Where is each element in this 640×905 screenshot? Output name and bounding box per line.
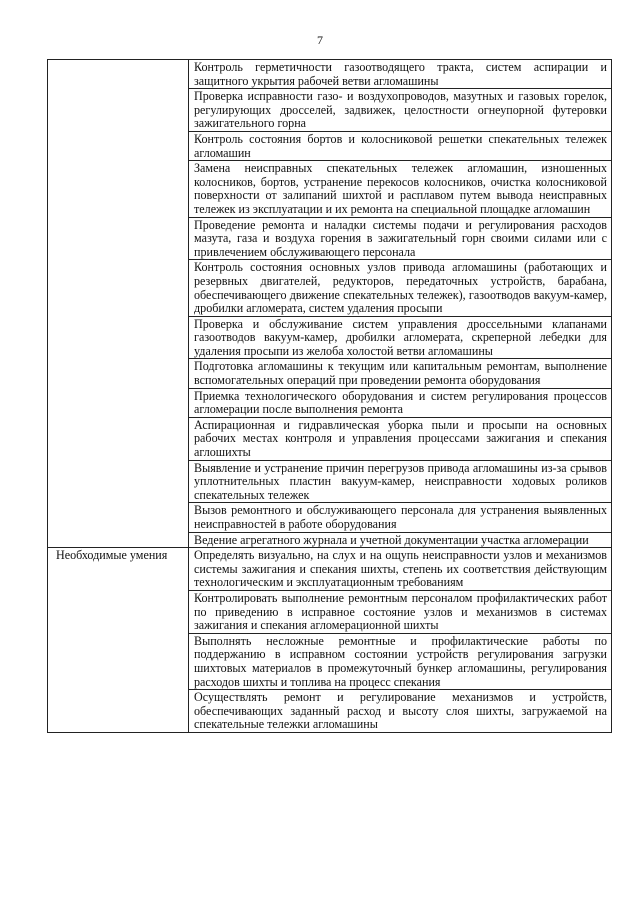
list-item: Контроль состояния основных узлов привода агломашины (работающих и резервных двигателей, редукторов, передаточных устройств, барабана, обеспечивающего движение спекательных тележек), газоотводов вакуум-камер, дробилки агломерата, систем удаления просыпи (194, 260, 607, 316)
table-cell (189, 89, 612, 132)
section-label-cell (48, 548, 189, 733)
list-item: Определять визуально, на слух и на ощупь неисправности узлов и механизмов системы зажигания и спекания шихты, степень их соответствия действующим технологическим и эксплуатационным требованиям (194, 548, 607, 590)
table-cell (189, 131, 612, 160)
list-item: Аспирационная и гидравлическая уборка пыли и просыпи на основных рабочих местах контроля и управления процессами зажигания и спекания аглошихты (194, 417, 607, 460)
table-cell (189, 690, 612, 733)
table-cell (189, 548, 612, 591)
table-row (48, 548, 612, 591)
table-cell (189, 260, 612, 316)
list-item: Осуществлять ремонт и регулирование механизмов и устройств, обеспечивающих заданный расход и высоту слоя шихты, загружаемой на спекательные тележки агломашины (194, 690, 607, 732)
list-item: Приемка технологического оборудования и систем регулирования процессов агломерации после выполнения ремонта (194, 388, 607, 417)
page-number: 7 (317, 33, 323, 47)
table-cell (189, 388, 612, 417)
table-cell (189, 503, 612, 532)
table-cell (189, 532, 612, 548)
list-item: Подготовка агломашины к текущим или капитальным ремонтам, выполнение вспомогательных операций при проведении ремонта оборудования (194, 359, 607, 388)
list-item: Вызов ремонтного и обслуживающего персонала для устранения выявленных неисправностей в работе оборудования (194, 503, 607, 531)
table-cell (189, 161, 612, 217)
table-cell (189, 217, 612, 260)
table-cell (189, 590, 612, 633)
list-item: Выполнять несложные ремонтные и профилактические работы по поддержанию в исправном состоянии устройств регулирования загрузки шихтовых материалов в промежуточный бункер агломашины, регулирования расходов шихты и топлива на процесс спекания (194, 633, 607, 689)
list-item: Контроль состояния бортов и колосниковой решетки спекательных тележек агломашин (194, 131, 607, 160)
table-cell (189, 417, 612, 460)
list-item: Ведение агрегатного журнала и учетной документации участка агломерации (194, 532, 589, 547)
table-cell (189, 633, 612, 689)
section-label-cell (48, 60, 189, 548)
list-item: Проверка и обслуживание систем управления дроссельными клапанами газоотводов вакуум-камер, дробилки агломерата, скреперной лебедки для удаления просыпи из желоба холостой ветви агломашины (194, 316, 607, 358)
table-cell (189, 316, 612, 359)
list-item: Проверка исправности газо- и воздухопроводов, мазутных и газовых горелок, регулирующих дросселей, задвижек, целостности огнеупорной футеровки зажигательного горна (194, 89, 607, 131)
list-item: Замена неисправных спекательных тележек агломашин, изношенных колосников, бортов, устранение перекосов колосников, очистка колосниковой поверхности от залипаний шихтой и расплавом путем вывода неисправных тележек из эксплуатации и их ремонта на специальной площадке агломашин (194, 161, 607, 216)
list-item: Проведение ремонта и наладки системы подачи и регулирования расходов мазута, газа и воздуха горения в зажигательный горн своими силами или с привлечением обслуживающего персонала (194, 217, 607, 259)
competency-table (47, 59, 612, 733)
table-cell (189, 60, 612, 89)
list-item: Выявление и устранение причин перегрузов привода агломашины из-за срывов уплотнительных пластин вакуум-камер, неисправности ходовых роликов спекательных тележек (194, 460, 607, 502)
table-row (48, 60, 612, 89)
list-item: Контролировать выполнение ремонтным персоналом профилактических работ по приведению в исправное состояние узлов и механизмов в системах зажигания и спекания агломерационной шихты (194, 590, 607, 633)
table-cell (189, 359, 612, 388)
section-label-skills: Необходимые умения (56, 548, 168, 563)
table-cell (189, 460, 612, 503)
list-item: Контроль герметичности газоотводящего тракта, систем аспирации и защитного укрытия рабочей ветви агломашины (194, 60, 607, 88)
